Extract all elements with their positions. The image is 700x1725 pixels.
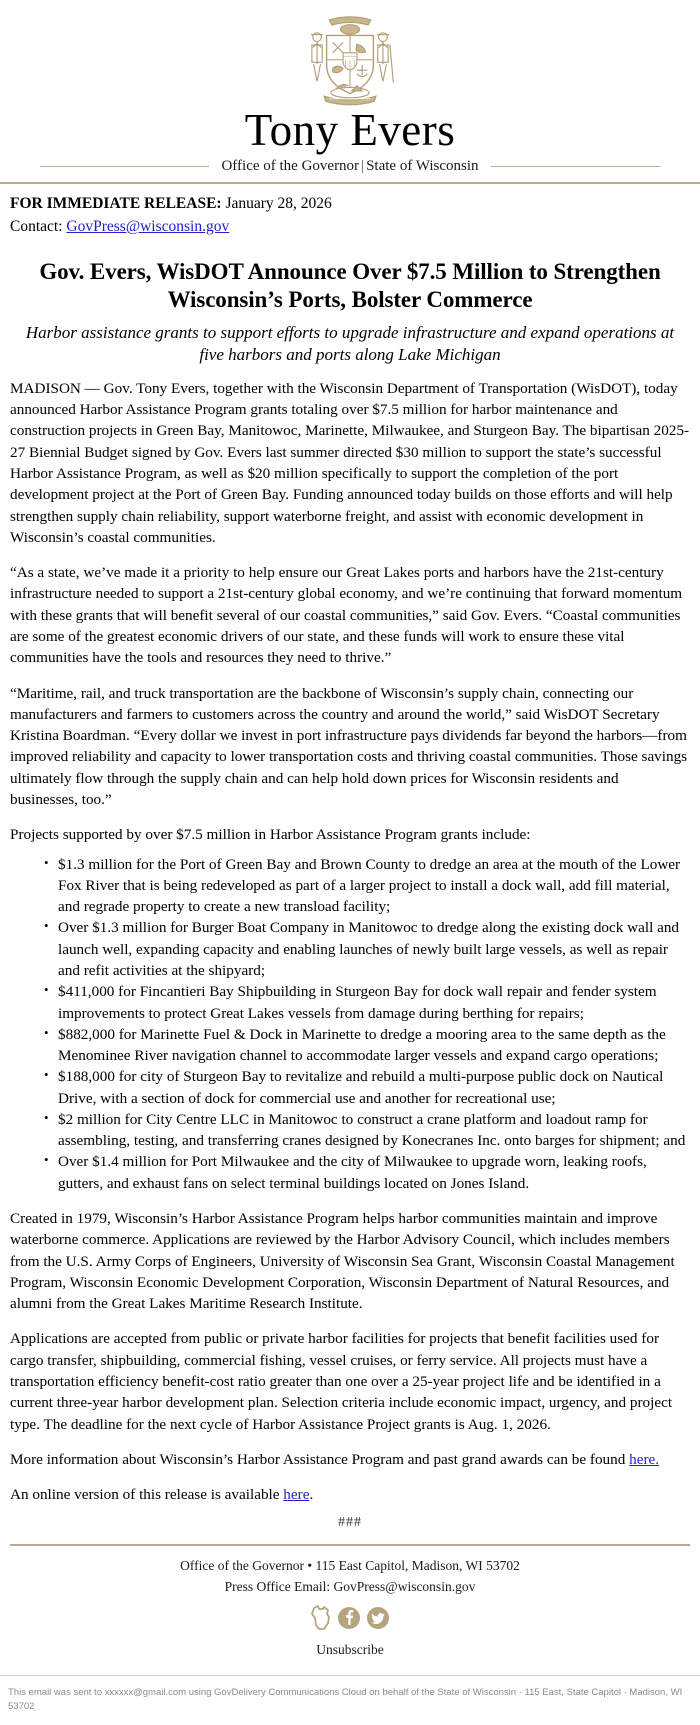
page-title: [18, 258, 682, 314]
wisconsin-state-seal-icon: [298, 6, 402, 110]
body-paragraph-4: Projects supported by over $7.5 million in Harbor Assistance Program grants include:: [10, 826, 531, 844]
list-item: • $2 million for City Centre LLC in Manitowoc to construct a crane platform and loadout ramp for assembling, testing, and transferring cranes designed by Konecranes Inc. onto barges for shipment; and: [44, 1109, 690, 1152]
headline-line-1: Gov. Evers, WisDOT Announce Over $7.5 Million to Strengthen: [39, 259, 661, 284]
body-paragraph-1: MADISON — Gov. Tony Evers, together with the Wisconsin Department of Transportation (WisDOT), today announced Harbor Assistance Program grants totaling over $7.5 million for harbor maintenance and construction projects in Green Bay, Manitowoc, Marinette, Milwaukee, and Sturgeon Bay. The bipartisan 2025-27 Biennial Budget signed by Gov. Evers last summer directed $30 million to support the state’s successful Harbor Assistance Program, as well as $20 million specifically to support the completion of the port development project at the Port of Green Bay. Funding announced today builds on those efforts and will help strengthen supply chain reliability, support waterborne freight, and assist with economic development in Wisconsin’s coastal communities.: [10, 379, 690, 546]
projects-list: [10, 854, 690, 1195]
list-item: • Over $1.4 million for Port Milwaukee and the city of Milwaukee to upgrade worn, leaking roofs, gutters, and exhaust fans on select terminal buildings located on Jones Island.: [44, 1151, 690, 1194]
twitter-bird-glyph: [366, 1605, 390, 1631]
office-divider: |: [361, 158, 365, 174]
online-version-here-link[interactable]: here: [283, 1486, 310, 1504]
wisconsin-outline-glyph: [310, 1605, 332, 1631]
unsubscribe-link[interactable]: Unsubscribe: [316, 1641, 384, 1657]
subheadline: [0, 322, 700, 365]
facebook-glyph: [337, 1605, 361, 1631]
online-version-text: An online version of this release is available: [10, 1486, 284, 1504]
release-header: [0, 184, 700, 238]
office-left-label: Office of the Governor: [221, 158, 360, 174]
contact-label: Contact:: [10, 218, 67, 235]
list-item: • Over $1.3 million for Burger Boat Company in Manitowoc to dredge along the existing dock wall and launch well, expanding capacity and enabling launches of newly built large vessels, as well as repair and refit activities at the shipyard;: [44, 917, 690, 981]
more-info-here-link[interactable]: here.: [629, 1450, 660, 1468]
contact-email-link[interactable]: GovPress@wisconsin.gov: [66, 218, 230, 235]
body-paragraph-3: “Maritime, rail, and truck transportation are the backbone of Wisconsin’s supply chain, connecting our manufacturers and farmers to customers across the country and around the world,” said WisDOT Secretary Kristina Boardman. “Every dollar we invest in port infrastructure pays dividends far beyond the harbors—from improved reliability and capacity to lower transportation costs and thriving coastal communities. Those savings ultimately flow through the supply chain and can help hold down prices for Wisconsin residents and businesses, too.”: [10, 684, 688, 808]
governor-name: Tony Evers: [244, 105, 456, 155]
immediate-release-line: [10, 193, 690, 215]
body-paragraph-5: Created in 1979, Wisconsin’s Harbor Assistance Program helps harbor communities maintain and improve waterborne commerce. Applications are reviewed by the Harbor Advisory Council, which includes members from the U.S. Army Corps of Engineers, University of Wisconsin Sea Grant, Wisconsin Coastal Management Program, Wisconsin Economic Development Corporation, Wisconsin Department of Natural Resources, and alumni from the Great Lakes Maritime Research Institute.: [10, 1210, 675, 1313]
release-body: [0, 378, 700, 1533]
email-disclaimer: This email was sent to xxxxxx@gmail.com using GovDelivery Communications Cloud on behalf of the State of Wisconsin · 115 East, State Capitol · Madison, WI 53702: [8, 1686, 683, 1712]
office-rule-right: [491, 166, 660, 167]
end-mark: ###: [338, 1515, 362, 1531]
contact-line: [10, 216, 690, 238]
social-links: [10, 1605, 690, 1631]
list-item: • $1.3 million for the Port of Green Bay and Brown County to dredge an area at the mouth of the Lower Fox River that is being redeveloped as part of a larger project to install a dock wall, add fill material, and regrade property to create a new transload facility;: [44, 854, 690, 918]
facebook-icon[interactable]: [337, 1605, 361, 1631]
immediate-release-label: FOR IMMEDIATE RELEASE:: [10, 195, 222, 212]
office-line-text: [221, 158, 478, 175]
list-item: • $188,000 for city of Sturgeon Bay to revitalize and rebuild a multi-purpose public dock on Nautical Drive, with a section of dock for commercial use and another for recreational use;: [44, 1066, 690, 1109]
wisconsin-outline-icon[interactable]: [310, 1605, 332, 1631]
office-right-label: State of Wisconsin: [366, 158, 479, 174]
more-info-text: More information about Wisconsin’s Harbor Assistance Program and past grand awards can be found: [10, 1450, 630, 1468]
subheadline-line-2: five harbors and ports along Lake Michigan: [199, 344, 501, 364]
headline-line-2: Wisconsin’s Ports, Bolster Commerce: [167, 287, 533, 313]
body-paragraph-8: [10, 1484, 690, 1505]
subheadline-line-1: Harbor assistance grants to support efforts to upgrade infrastructure and expand operations at: [25, 323, 675, 343]
body-paragraph-6: Applications are accepted from public or private harbor facilities for projects that benefit facilities used for cargo transfer, shipbuilding, commercial fishing, vessel cruises, or ferry service. All projects must have a transportation efficiency benefit-cost ratio greater than one over a 25-year project life and be identified in a current three-year harbor development plan. Selection criteria include economic impact, urgency, and project type. The deadline for the next cycle of Harbor Assistance Project grants is Aug. 1, 2026.: [10, 1330, 673, 1433]
body-paragraph-2: “As a state, we’ve made it a priority to help ensure our Great Lakes ports and harbors have the 21st-century infrastructure needed to support a 21st-century global economy, and we’re continuing that forward momentum with these grants that will benefit several of our coastal communities,” said Gov. Evers. “Coastal communities are some of the greatest economic drivers of our state, and these funds will work to ensure these vital communities have the tools and resources they need to thrive.”: [10, 564, 683, 667]
office-line: [0, 158, 700, 175]
footer: [0, 1546, 700, 1661]
office-rule-left: [40, 166, 209, 167]
release-date: January 28, 2026: [221, 195, 332, 212]
masthead: [0, 0, 700, 184]
body-paragraph-7: [10, 1449, 690, 1470]
online-version-period: .: [309, 1486, 314, 1504]
twitter-icon[interactable]: [366, 1605, 390, 1631]
footer-address: Office of the Governor • 115 East Capitol, Madison, WI 53702: [180, 1558, 520, 1573]
list-item: • $411,000 for Fincantieri Bay Shipbuilding in Sturgeon Bay for dock wall repair and fender system improvements to protect Great Lakes vessels from damage during berthing for repairs;: [44, 981, 690, 1024]
footer-press-email: Press Office Email: GovPress@wisconsin.gov: [224, 1578, 476, 1594]
list-item: • $882,000 for Marinette Fuel & Dock in Marinette to dredge a mooring area to the same depth as the Menominee River navigation channel to accommodate larger vessels and expand cargo operations;: [44, 1024, 690, 1067]
